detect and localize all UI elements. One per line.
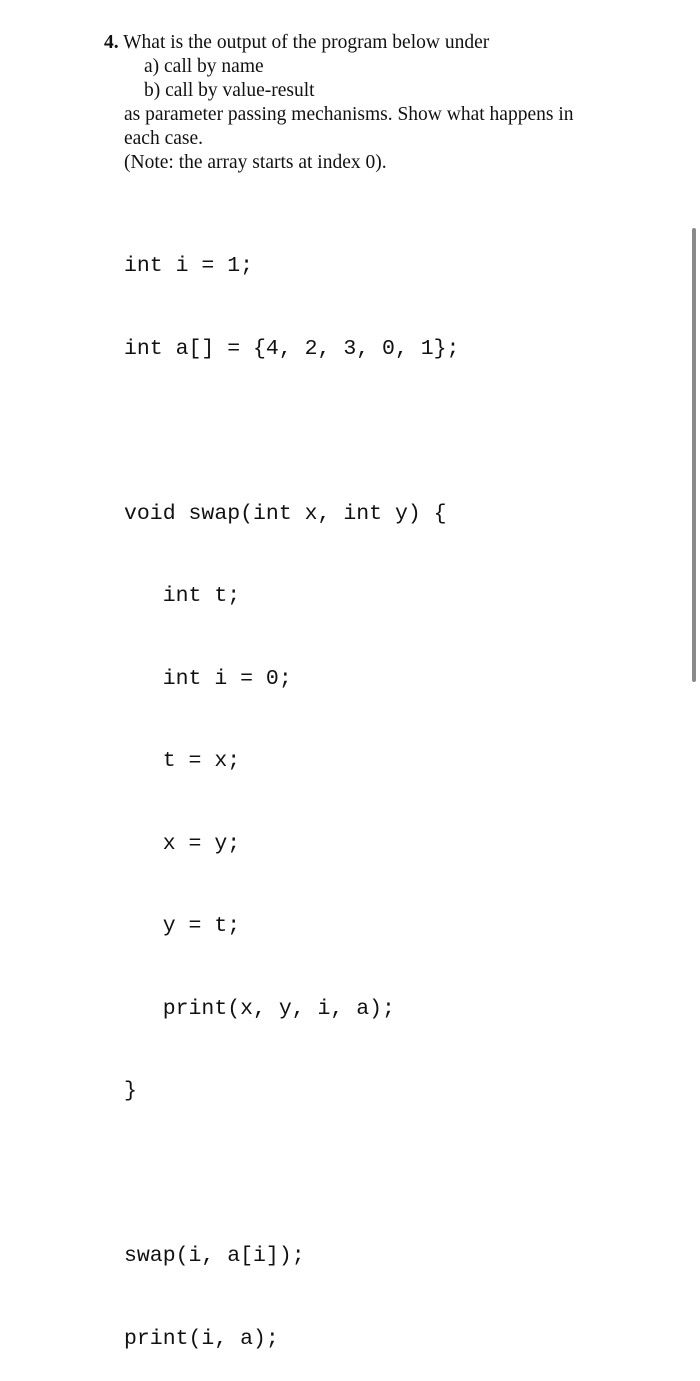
code-line-7: x = y; [124,831,241,856]
code-line-8: y = t; [124,914,241,938]
code-blank-line [124,418,459,446]
mechanisms-line: as parameter passing mechanisms. Show what happens in [124,104,574,125]
code-line-2: int a[] = {4, 2, 3, 0, 1}; [124,336,460,361]
question-number: 4. [104,32,119,53]
code-blank-line [124,1161,459,1189]
each-case-line: each case. [124,128,204,149]
code-line-10: } [124,1079,137,1103]
code-line-6: t = x; [124,749,241,773]
code-line-11: swap(i, a[i]); [124,1244,305,1268]
code-line-1: int i = 1; [124,254,254,278]
option-a: a) call by name [144,56,264,77]
question-text [104,31,624,175]
code-line-5: int i = 0; [124,666,292,691]
note-line: (Note: the array starts at index 0). [124,152,387,173]
question-intro-line [104,31,624,55]
question-intro: What is the output of the program below under [123,32,490,53]
code-line-12: print(i, a); [124,1326,279,1351]
code-line-3: void swap(int x, int y) { [124,501,447,526]
code-line-9: print(x, y, i, a); [124,996,395,1021]
option-b: b) call by value-result [144,80,315,101]
vertical-scrollbar[interactable] [692,228,696,682]
code-line-4: int t; [124,584,241,608]
code-block [124,198,459,1381]
